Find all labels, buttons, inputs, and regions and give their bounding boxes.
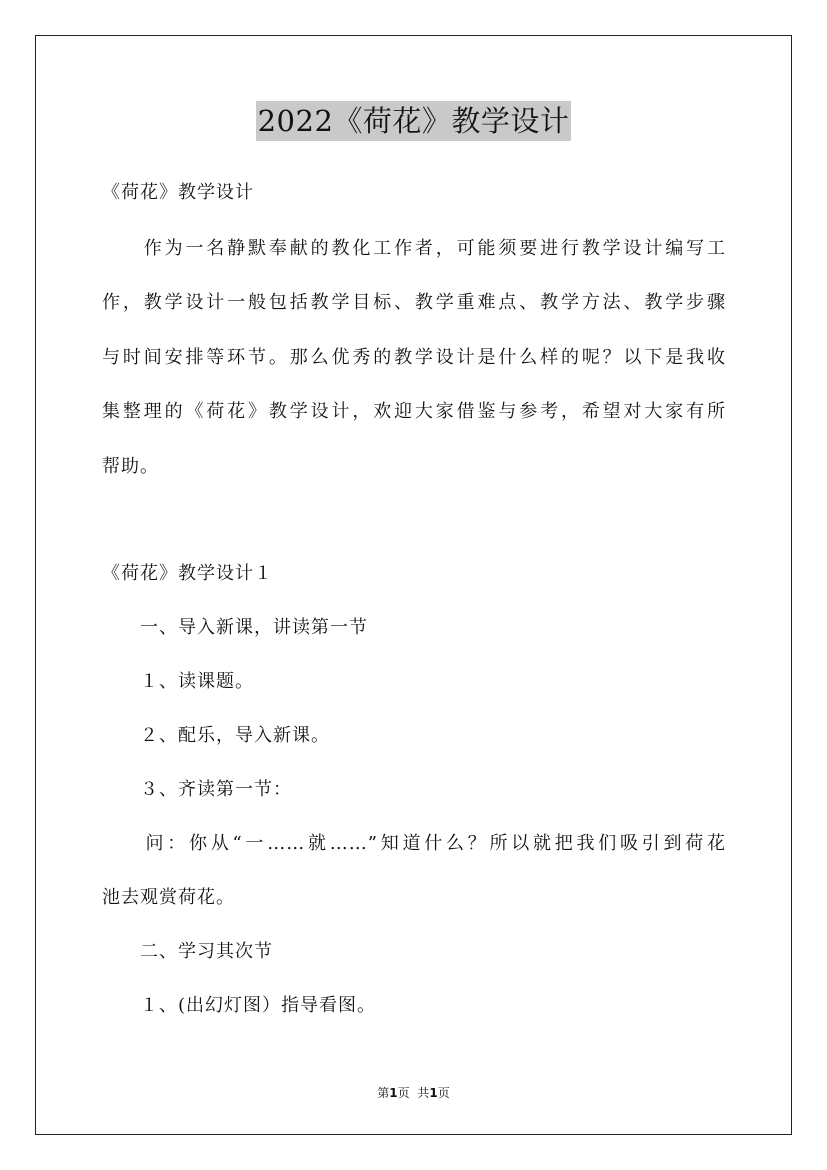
title-wrap [0, 101, 827, 141]
intro-line-2: 作，教学设计一般包括教学目标、教学重难点、教学方法、教学步骤 [102, 292, 726, 313]
footer-page-number: 1 [389, 1086, 398, 1100]
footer-page-prefix: 第 [377, 1086, 390, 1100]
subtitle-line: 《荷花》教学设计 [102, 182, 254, 203]
footer-total-prefix: 共 [417, 1086, 430, 1100]
body-line: １、(出幻灯图）指导看图。 [102, 995, 377, 1016]
intro-line-4: 集整理的《荷花》教学设计，欢迎大家借鉴与参考，希望对大家有所 [102, 401, 726, 422]
page-footer [0, 1085, 827, 1101]
body-line: ２、配乐，导入新课。 [102, 725, 330, 746]
footer-total-number: 1 [429, 1086, 438, 1100]
intro-line-3: 与时间安排等环节。那么优秀的教学设计是什么样的呢？以下是我收 [102, 347, 726, 368]
body-line: ３、齐读第一节： [102, 779, 292, 800]
body-line: １、读课题。 [102, 671, 254, 692]
body-line: 问：你从“一……就……”知道什么？所以就把我们吸引到荷花 [102, 833, 726, 854]
intro-line-1: 作为一名静默奉献的教化工作者，可能须要进行教学设计编写工 [102, 238, 726, 259]
section-heading: 《荷花》教学设计１ [102, 563, 273, 584]
document-title: 2022《荷花》教学设计 [256, 101, 572, 141]
intro-line-5: 帮助。 [102, 456, 159, 477]
footer-page-suffix: 页 [397, 1086, 410, 1100]
body-line: 二、学习其次节 [102, 941, 273, 962]
body-line: 池去观赏荷花。 [102, 887, 235, 908]
body-line: 一、导入新课，讲读第一节 [102, 617, 368, 638]
footer-total-suffix: 页 [437, 1086, 450, 1100]
